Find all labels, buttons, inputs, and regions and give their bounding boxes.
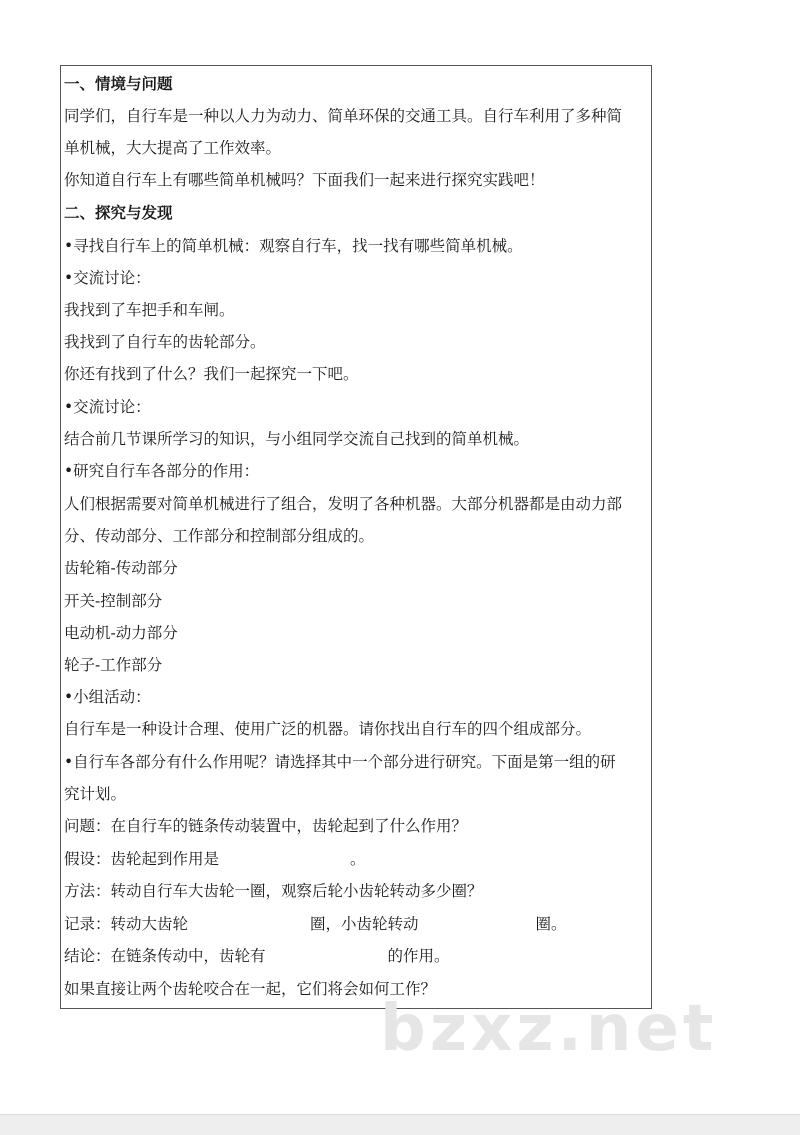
plan-method: 方法：转动自行车大齿轮一圈，观察后轮小齿轮转动多少圈？ <box>64 882 483 900</box>
discussion-line-1: 我找到了车把手和车闸。 <box>64 301 235 319</box>
section-heading-1: 一、情境与问题 <box>64 74 173 93</box>
record-end: 圈。 <box>535 915 567 933</box>
plan-question: 问题：在自行车的链条传动装置中，齿轮起到了什么作用？ <box>64 817 468 835</box>
record-middle: 圈，小齿轮转动 <box>310 915 419 933</box>
intro-paragraph-line-2: 单机械，大大提高了工作效率。 <box>64 139 282 157</box>
example-switch: 开关-控制部分 <box>64 592 163 610</box>
bullet-discussion-1: •交流讨论： <box>64 269 151 287</box>
example-wheel: 轮子-工作部分 <box>64 656 163 674</box>
record-label: 记录：转动大齿轮 <box>64 915 189 933</box>
bottom-scroll-area <box>0 1114 800 1135</box>
bullet-research-parts: •研究自行车各部分的作用： <box>64 462 260 480</box>
discussion-line-3: 你还有找到了什么？我们一起探究一下吧。 <box>64 365 359 383</box>
example-gearbox: 齿轮箱-传动部分 <box>64 559 178 577</box>
intro-question: 你知道自行车上有哪些简单机械吗？下面我们一起来进行探究实践吧！ <box>64 171 545 189</box>
bullet-find-machines: •寻找自行车上的简单机械：观察自行车，找一找有哪些简单机械。 <box>64 237 523 255</box>
conclusion-label: 结论：在链条传动中，齿轮有 <box>64 947 266 965</box>
example-motor: 电动机-动力部分 <box>64 624 178 642</box>
bullet-group-activity: •小组活动： <box>64 688 151 706</box>
bullet-research-plan-line-2: 究计划。 <box>64 785 127 803</box>
machine-paragraph-line-1: 人们根据需要对简单机械进行了组合，发明了各种机器。大部分机器都是由动力部 <box>64 495 623 513</box>
hypothesis-end: 。 <box>350 850 366 868</box>
discussion-line-4: 结合前几节课所学习的知识，与小组同学交流自己找到的简单机械。 <box>64 430 530 448</box>
intro-paragraph-line-1: 同学们，自行车是一种以人力为动力、简单环保的交通工具。自行车利用了多种简 <box>64 107 623 125</box>
bullet-research-plan-line-1: •自行车各部分有什么作用呢？请选择其中一个部分进行研究。下面是第一组的研 <box>64 753 616 771</box>
group-activity-text: 自行车是一种设计合理、使用广泛的机器。请你找出自行车的四个组成部分。 <box>64 720 592 738</box>
conclusion-end: 的作用。 <box>387 947 450 965</box>
hypothesis-label: 假设：齿轮起到作用是 <box>64 850 220 868</box>
machine-paragraph-line-2: 分、传动部分、工作部分和控制部分组成的。 <box>64 527 375 545</box>
bullet-discussion-2: •交流讨论： <box>64 398 151 416</box>
discussion-line-2: 我找到了自行车的齿轮部分。 <box>64 333 266 351</box>
plan-conclusion <box>64 945 654 967</box>
section-heading-2: 二、探究与发现 <box>64 203 173 222</box>
watermark: bzxz.net <box>380 992 718 1066</box>
follow-up-question: 如果直接让两个齿轮咬合在一起，它们将会如何工作？ <box>64 980 437 998</box>
plan-record <box>64 913 654 935</box>
plan-hypothesis <box>64 848 654 870</box>
